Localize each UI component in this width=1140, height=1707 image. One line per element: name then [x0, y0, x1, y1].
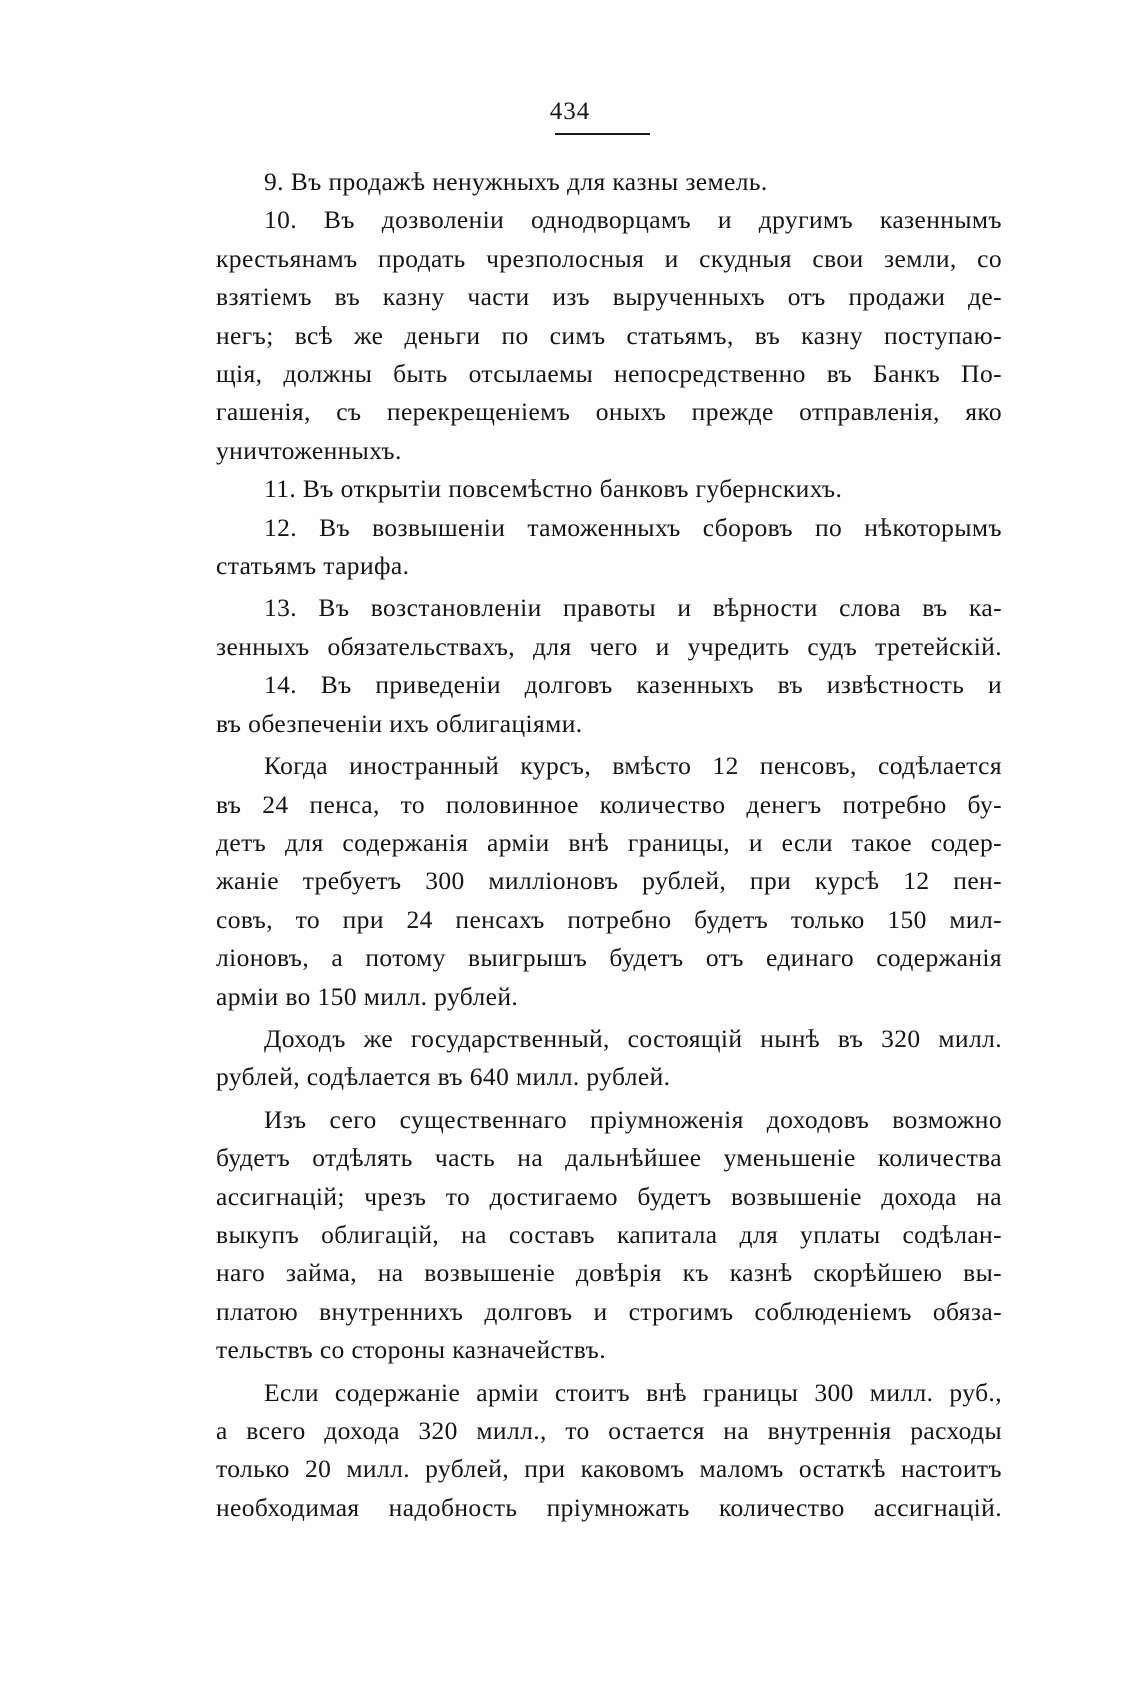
text-line: арміи во 150 милл. рублей. [216, 981, 519, 1011]
text-line: 10. Въ дозволеніи однодворцамъ и другимъ казеннымъ [264, 205, 1002, 235]
text-line: зенныхъ обязательствахъ, для чего и учредить судъ третейскій. [216, 631, 1002, 661]
text-line: Если содержаніе арміи стоитъ внѣ границы 300 милл. руб., [264, 1377, 1002, 1407]
text-line: негъ; всѣ же деньги по симъ статьямъ, въ казну поступаю- [216, 320, 1002, 350]
text-line: уничтоженныхъ. [216, 435, 402, 465]
text-line: только 20 милл. рублей, при каковомъ маломъ остаткѣ настоитъ [216, 1454, 1002, 1484]
text-line: въ 24 пенса, то половинное количество денегъ потребно бу- [216, 789, 1002, 819]
text-line: ассигнацій; чрезъ то достигаемо будетъ возвышеніе дохода на [216, 1181, 1002, 1211]
text-line: взятіемъ въ казну части изъ вырученныхъ отъ продажи де- [216, 282, 1002, 312]
text-line: въ обезпеченіи ихъ облигаціями. [216, 708, 583, 738]
text-line: статьямъ тарифа. [216, 551, 410, 581]
text-line: платою внутреннихъ долговъ и строгимъ соблюденіемъ обяза- [216, 1296, 1002, 1326]
text-line: Доходъ же государственный, состоящій нынѣ въ 320 милл. [264, 1023, 1002, 1053]
text-line: совъ, то при 24 пенсахъ потребно будетъ только 150 мил- [216, 904, 1002, 934]
text-line: жаніе требуетъ 300 милліоновъ рублей, при курсѣ 12 пен- [216, 866, 1002, 896]
page-number-underline [555, 133, 650, 135]
page-body-text [216, 163, 1002, 1527]
text-line: 9. Въ продажѣ ненужныхъ для казны земель. [264, 167, 768, 196]
page-number: 434 [549, 98, 591, 125]
text-line: а всего дохода 320 милл., то остается на внутреннія расходы [216, 1416, 1002, 1445]
text-line: щія, должны быть отсылаемы непосредственно въ Банкъ По- [216, 359, 1002, 389]
text-line: необходимая надобность пріумножать количество ассигнацій. [216, 1492, 1002, 1522]
text-line: 12. Въ возвышеніи таможенныхъ сборовъ по нѣкоторымъ [264, 512, 1002, 542]
text-line: детъ для содержанія арміи внѣ границы, и если такое содер- [216, 827, 1002, 857]
text-line: тельствъ со стороны казначействъ. [216, 1335, 606, 1365]
text-line: наго займа, на возвышеніе довѣрія къ казнѣ скорѣйшею вы- [216, 1258, 1002, 1288]
text-line: выкупъ облигацій, на составъ капитала для уплаты содѣлан- [216, 1219, 1002, 1249]
text-line: ліоновъ, а потому выигрышъ будетъ отъ единаго содержанія [216, 943, 1002, 973]
text-line: 13. Въ возстановленіи правоты и вѣрности слова въ ка- [264, 593, 1002, 623]
text-line: 11. Въ открытіи повсемѣстно банковъ губернскихъ. [264, 474, 843, 504]
text-line: гашенія, съ перекрещеніемъ оныхъ прежде отправленія, яко [216, 397, 1002, 427]
text-line: Когда иностранный курсъ, вмѣсто 12 пенсовъ, содѣлается [264, 751, 1002, 781]
text-line: Изъ сего существеннаго пріумноженія доходовъ возможно [264, 1104, 1002, 1134]
text-line: крестьянамъ продать чрезполосныя и скудныя свои земли, со [216, 243, 1002, 273]
text-line: рублей, содѣлается въ 640 милл. рублей. [216, 1062, 671, 1092]
text-line: 14. Въ приведеніи долговъ казенныхъ въ извѣстность и [264, 670, 1002, 700]
text-line: будетъ отдѣлять часть на дальнѣйшее уменьшеніе количества [216, 1143, 1002, 1173]
